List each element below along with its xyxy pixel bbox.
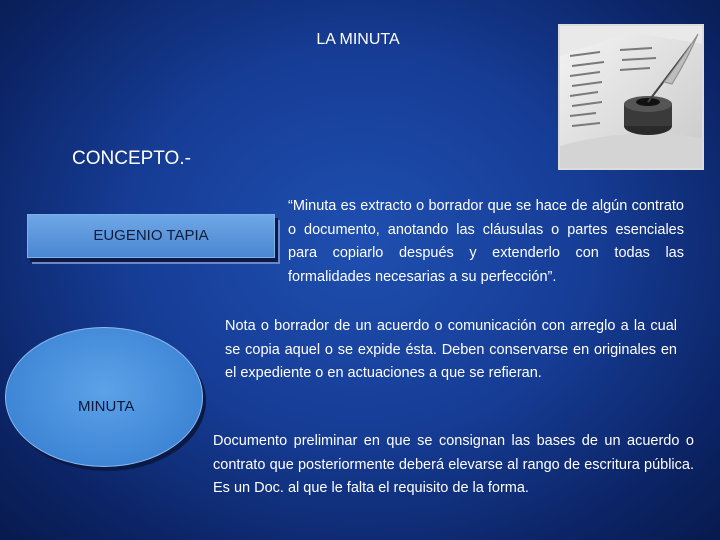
quill-inkwell-icon bbox=[560, 26, 702, 168]
author-label: EUGENIO TAPIA bbox=[93, 227, 209, 244]
page-title: LA MINUTA bbox=[316, 31, 400, 48]
note-definition: Nota o borrador de un acuerdo o comunicación con arreglo a la cual se copia aquel o se expide ésta. Deben conservarse en originales en el expediente o en actuaciones a que se refieran. bbox=[225, 318, 677, 381]
author-box bbox=[27, 214, 275, 258]
document-definition: Documento preliminar en que se consignan las bases de un acuerdo o contrato que posteriormente deberá elevarse al rango de escritura pública. Es un Doc. al que le falta el requisito de la forma. bbox=[213, 433, 694, 496]
quill-inkwell-image bbox=[558, 24, 704, 170]
tapia-definition: “Minuta es extracto o borrador que se hace de algún contrato o documento, anotando las cláusulas o partes esenciales para copiarlo después y extenderlo con todas las formalidades necesarias a su perfección”. bbox=[288, 198, 684, 285]
minuta-label: MINUTA bbox=[78, 398, 135, 415]
concept-heading: CONCEPTO.- bbox=[72, 148, 191, 169]
minuta-ellipse bbox=[5, 327, 203, 467]
